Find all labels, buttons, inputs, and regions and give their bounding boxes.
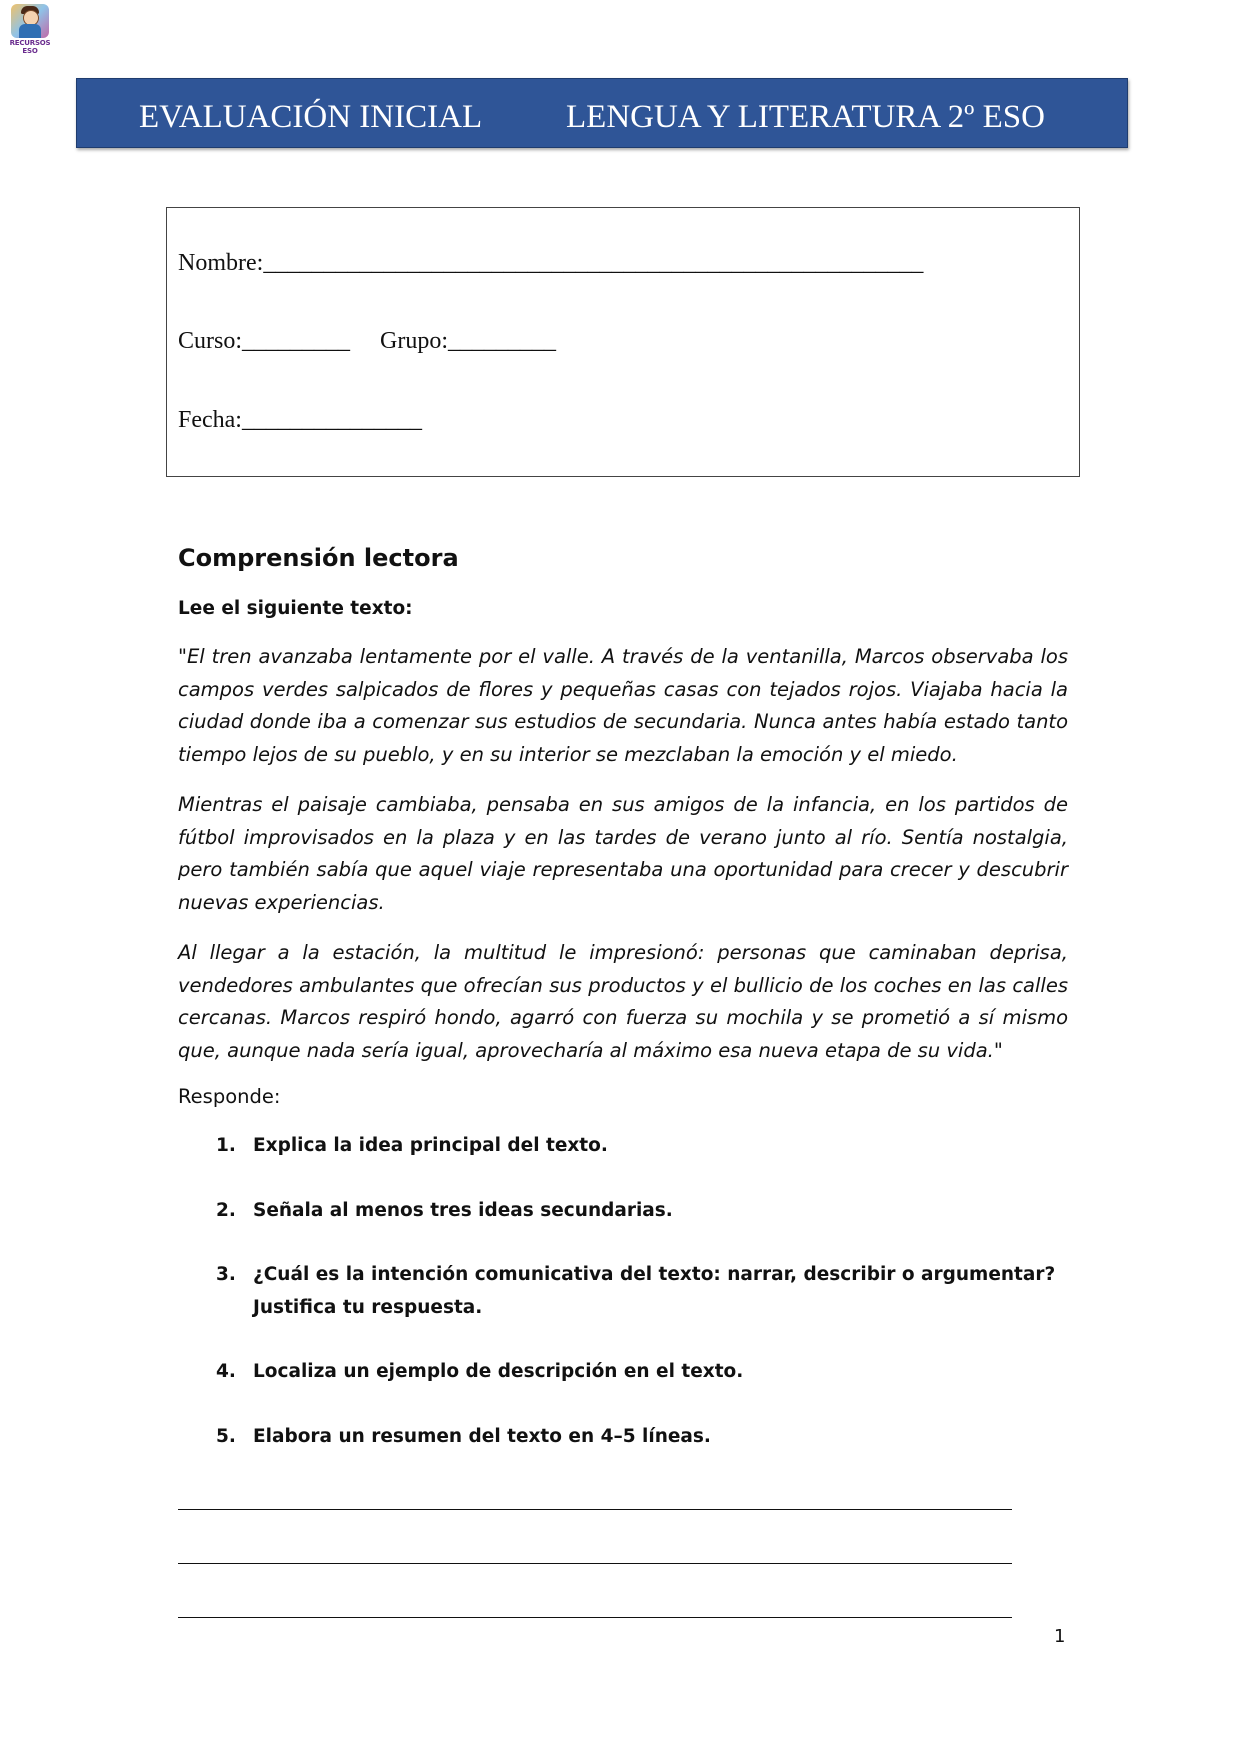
question-number: 2. xyxy=(216,1199,236,1221)
question-number: 5. xyxy=(216,1425,236,1447)
course-group-row xyxy=(178,328,556,355)
reading-instruction: Lee el siguiente texto: xyxy=(178,598,413,619)
section-title: Comprensión lectora xyxy=(178,544,459,572)
question-number: 4. xyxy=(216,1361,236,1382)
answer-line[interactable] xyxy=(178,1593,1012,1618)
question-text: ¿Cuál es la intención comunicativa del texto: narrar, describir o argumentar? Justifica tu respuesta. xyxy=(253,1264,1056,1318)
logo-text-line2: ESO xyxy=(22,47,38,55)
question-item xyxy=(178,1356,1068,1389)
recursos-eso-logo xyxy=(9,4,51,56)
question-number: 1. xyxy=(216,1135,236,1156)
question-text: Localiza un ejemplo de descripción en el texto. xyxy=(253,1361,744,1382)
page-number: 1 xyxy=(1054,1626,1066,1647)
question-item xyxy=(178,1259,1068,1324)
reading-comprehension-section xyxy=(178,544,1068,1647)
banner-title-subject: LENGUA Y LITERATURA 2º ESO xyxy=(566,99,1045,135)
question-text: Señala al menos tres ideas secundarias. xyxy=(253,1199,673,1221)
header-banner xyxy=(76,78,1128,148)
date-field[interactable]: Fecha:_______________ xyxy=(178,407,422,433)
question-number: 3. xyxy=(216,1264,236,1285)
reading-paragraph: Mientras el paisaje cambiaba, pensaba en sus amigos de la infancia, en los partidos de fútbol improvisados en la plaza y en las tardes de verano junto al río. Sentía nostalgia, pero también sabía que aquel viaje representaba una oportunidad para crecer y descubrir nuevas experiencias. xyxy=(178,793,1068,914)
question-text: Elabora un resumen del texto en 4–5 líneas. xyxy=(253,1425,711,1447)
reading-paragraph: Al llegar a la estación, la multitud le impresionó: personas que caminaban deprisa, vendedores ambulantes que ofrecían sus productos y el bullicio de los coches en las calles cercanas. Marcos respiró hondo, agarró con fuerza su mochila y se prometió a sí mismo que, aunque nada sería igual, aprovecharía al máximo esa nueva etapa de su vida." xyxy=(178,941,1068,1062)
question-text: Explica la idea principal del texto. xyxy=(253,1135,608,1156)
question-item xyxy=(178,1421,1068,1454)
question-item xyxy=(178,1130,1068,1163)
group-field[interactable]: Grupo:_________ xyxy=(380,328,557,354)
question-item xyxy=(178,1195,1068,1228)
banner-title-evaluation: EVALUACIÓN INICIAL xyxy=(139,99,483,135)
course-field[interactable]: Curso:_________ xyxy=(178,328,351,354)
answer-line[interactable] xyxy=(178,1485,1012,1510)
answer-lines xyxy=(178,1485,1068,1618)
logo-avatar-icon xyxy=(11,4,49,38)
reading-paragraph: "El tren avanzaba lentamente por el valle. A través de la ventanilla, Marcos observaba los campos verdes salpicados de flores y pequeñas casas con tejados rojos. Viajaba hacia la ciudad donde iba a comenzar sus estudios de secundaria. Nunca antes había estado tanto tiempo lejos de su pueblo, y en su interior se mezclaban la emoción y el miedo. xyxy=(178,645,1068,766)
logo-text-line1: RECURSOS xyxy=(9,39,51,47)
student-info-box xyxy=(166,207,1080,477)
respond-label: Responde: xyxy=(178,1085,281,1108)
answer-line[interactable] xyxy=(178,1539,1012,1564)
reading-text xyxy=(178,641,1068,1067)
name-field[interactable]: Nombre:_______________________________________________________ xyxy=(178,250,924,276)
question-list xyxy=(178,1130,1068,1453)
